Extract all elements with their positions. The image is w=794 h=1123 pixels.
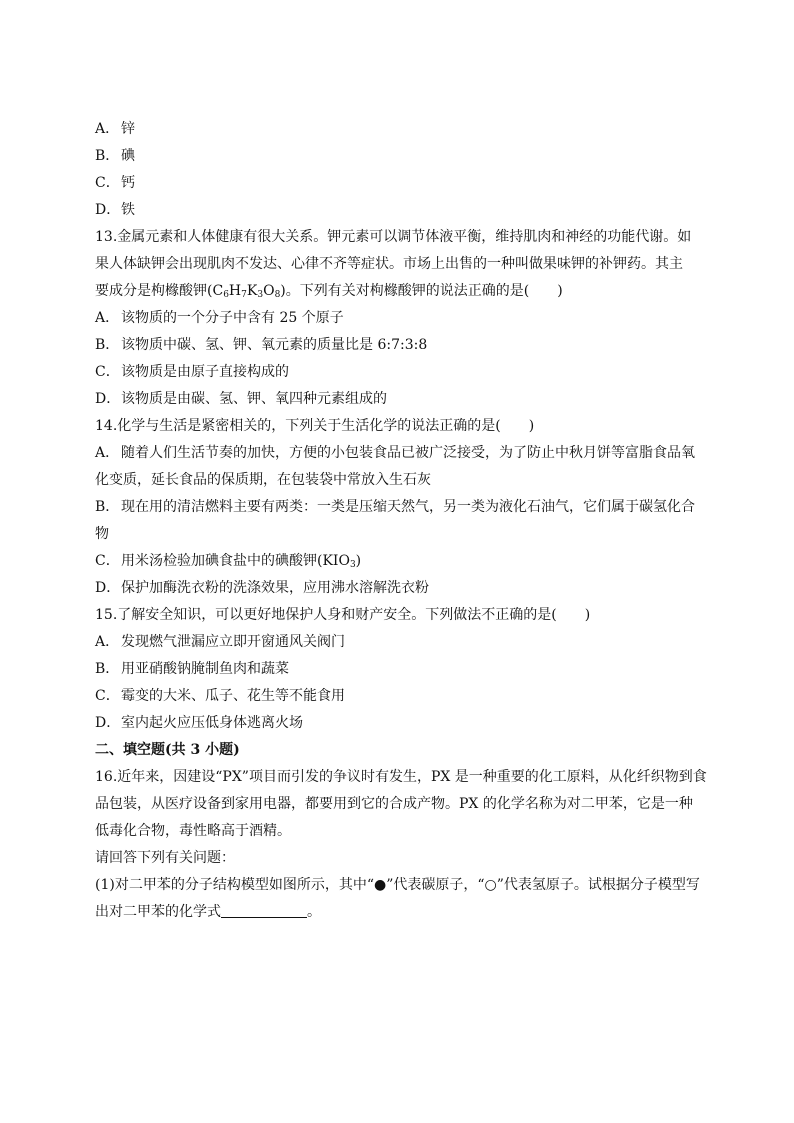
q12-option-c: C．钙: [95, 175, 135, 191]
q14-stem: 14.化学与生活是紧密相关的，下列关于生活化学的说法正确的是( ): [95, 418, 535, 434]
q13-option-a: A． 该物质的一个分子中含有 25 个原子: [95, 310, 344, 326]
q14-option-a-line2: 化变质，延长食品的保质期，在包装袋中常放入生石灰: [95, 472, 431, 488]
q15-option-b: B． 用亚硝酸钠腌制鱼肉和蔬菜: [95, 661, 289, 677]
q13-stem-line2: 果人体缺钾会出现肌肉不发达、心律不齐等症状。市场上出售的一种叫做果味钾的补钾药。其主: [95, 256, 683, 272]
q14-option-b-line2: 物: [95, 526, 109, 542]
q15-option-a: A． 发现燃气泄漏应立即开窗通风关阀门: [95, 634, 345, 650]
q16-sub1-line2: 出对二甲苯的化学式 。: [95, 904, 321, 920]
q16-stem-line1: 16.近年来，因建设“PX”项目而引发的争议时有发生，PX 是一种重要的化工原料，从化纤织物到食: [95, 769, 707, 785]
q14-option-b-line1: B． 现在用的清洁燃料主要有两类：一类是压缩天然气，另一类为液化石油气，它们属于碳氢化合: [95, 499, 695, 515]
q16-stem-line2: 品包装，从医疗设备到家用电器，都要用到它的合成产物。PX 的化学名称为对二甲苯，它是一种: [95, 796, 693, 812]
question-16: [95, 764, 705, 926]
q13-stem-line1: 13.金属元素和人体健康有很大关系。钾元素可以调节体液平衡，维持肌肉和神经的功能代谢。如: [95, 229, 692, 245]
q16-stem-line3: 低毒化合物，毒性略高于酒精。: [95, 823, 291, 839]
q16-prompt: 请回答下列有关问题：: [95, 850, 235, 866]
question-13: [95, 224, 705, 413]
q13-option-c: C．该物质是由原子直接构成的: [95, 364, 289, 380]
q14-option-a-line1: A． 随着人们生活节奏的加快，方便的小包装食品已被广泛接受，为了防止中秋月饼等富脂食品氧: [95, 445, 695, 461]
answer-blank[interactable]: [221, 903, 307, 918]
question-14: [95, 413, 705, 602]
q12-options: [95, 116, 705, 224]
document-page: [95, 116, 705, 926]
q16-sub1-line1: (1)对二甲苯的分子结构模型如图所示，其中“●”代表碳原子，“○”代表氢原子。试根据分子模型写: [95, 877, 700, 893]
q13-option-d: D．该物质是由碳、氢、钾、氧四种元素组成的: [95, 391, 387, 407]
q14-option-d: D．保护加酶洗衣粉的洗涤效果，应用沸水溶解洗衣粉: [95, 580, 429, 596]
q12-option-d: D．铁: [95, 202, 135, 218]
q12-option-a: A． 锌: [95, 121, 135, 137]
q14-option-c: C．用米汤检验加碘食盐中的碘酸钾$(KIO_3)$: [95, 553, 362, 570]
q15-stem: 15.了解安全知识，可以更好地保护人身和财产安全。下列做法不正确的是( ): [95, 607, 591, 623]
q13-stem-line3: 要成分是枸橼酸钾$(C_6H_7K_3O_8)$。下列有关对枸橼酸钾的说法正确的是( ): [95, 283, 563, 300]
section-heading-fill-in: 二、填空题(共 3 小题): [95, 742, 240, 758]
q15-option-c: C．霉变的大米、瓜子、花生等不能食用: [95, 688, 345, 704]
question-15: [95, 602, 705, 737]
q13-option-b: B． 该物质中碳、氢、钾、氧元素的质量比是 6:7:3:8: [95, 337, 428, 353]
q15-option-d: D．室内起火应压低身体逃离火场: [95, 715, 303, 731]
q12-option-b: B． 碘: [95, 148, 135, 164]
